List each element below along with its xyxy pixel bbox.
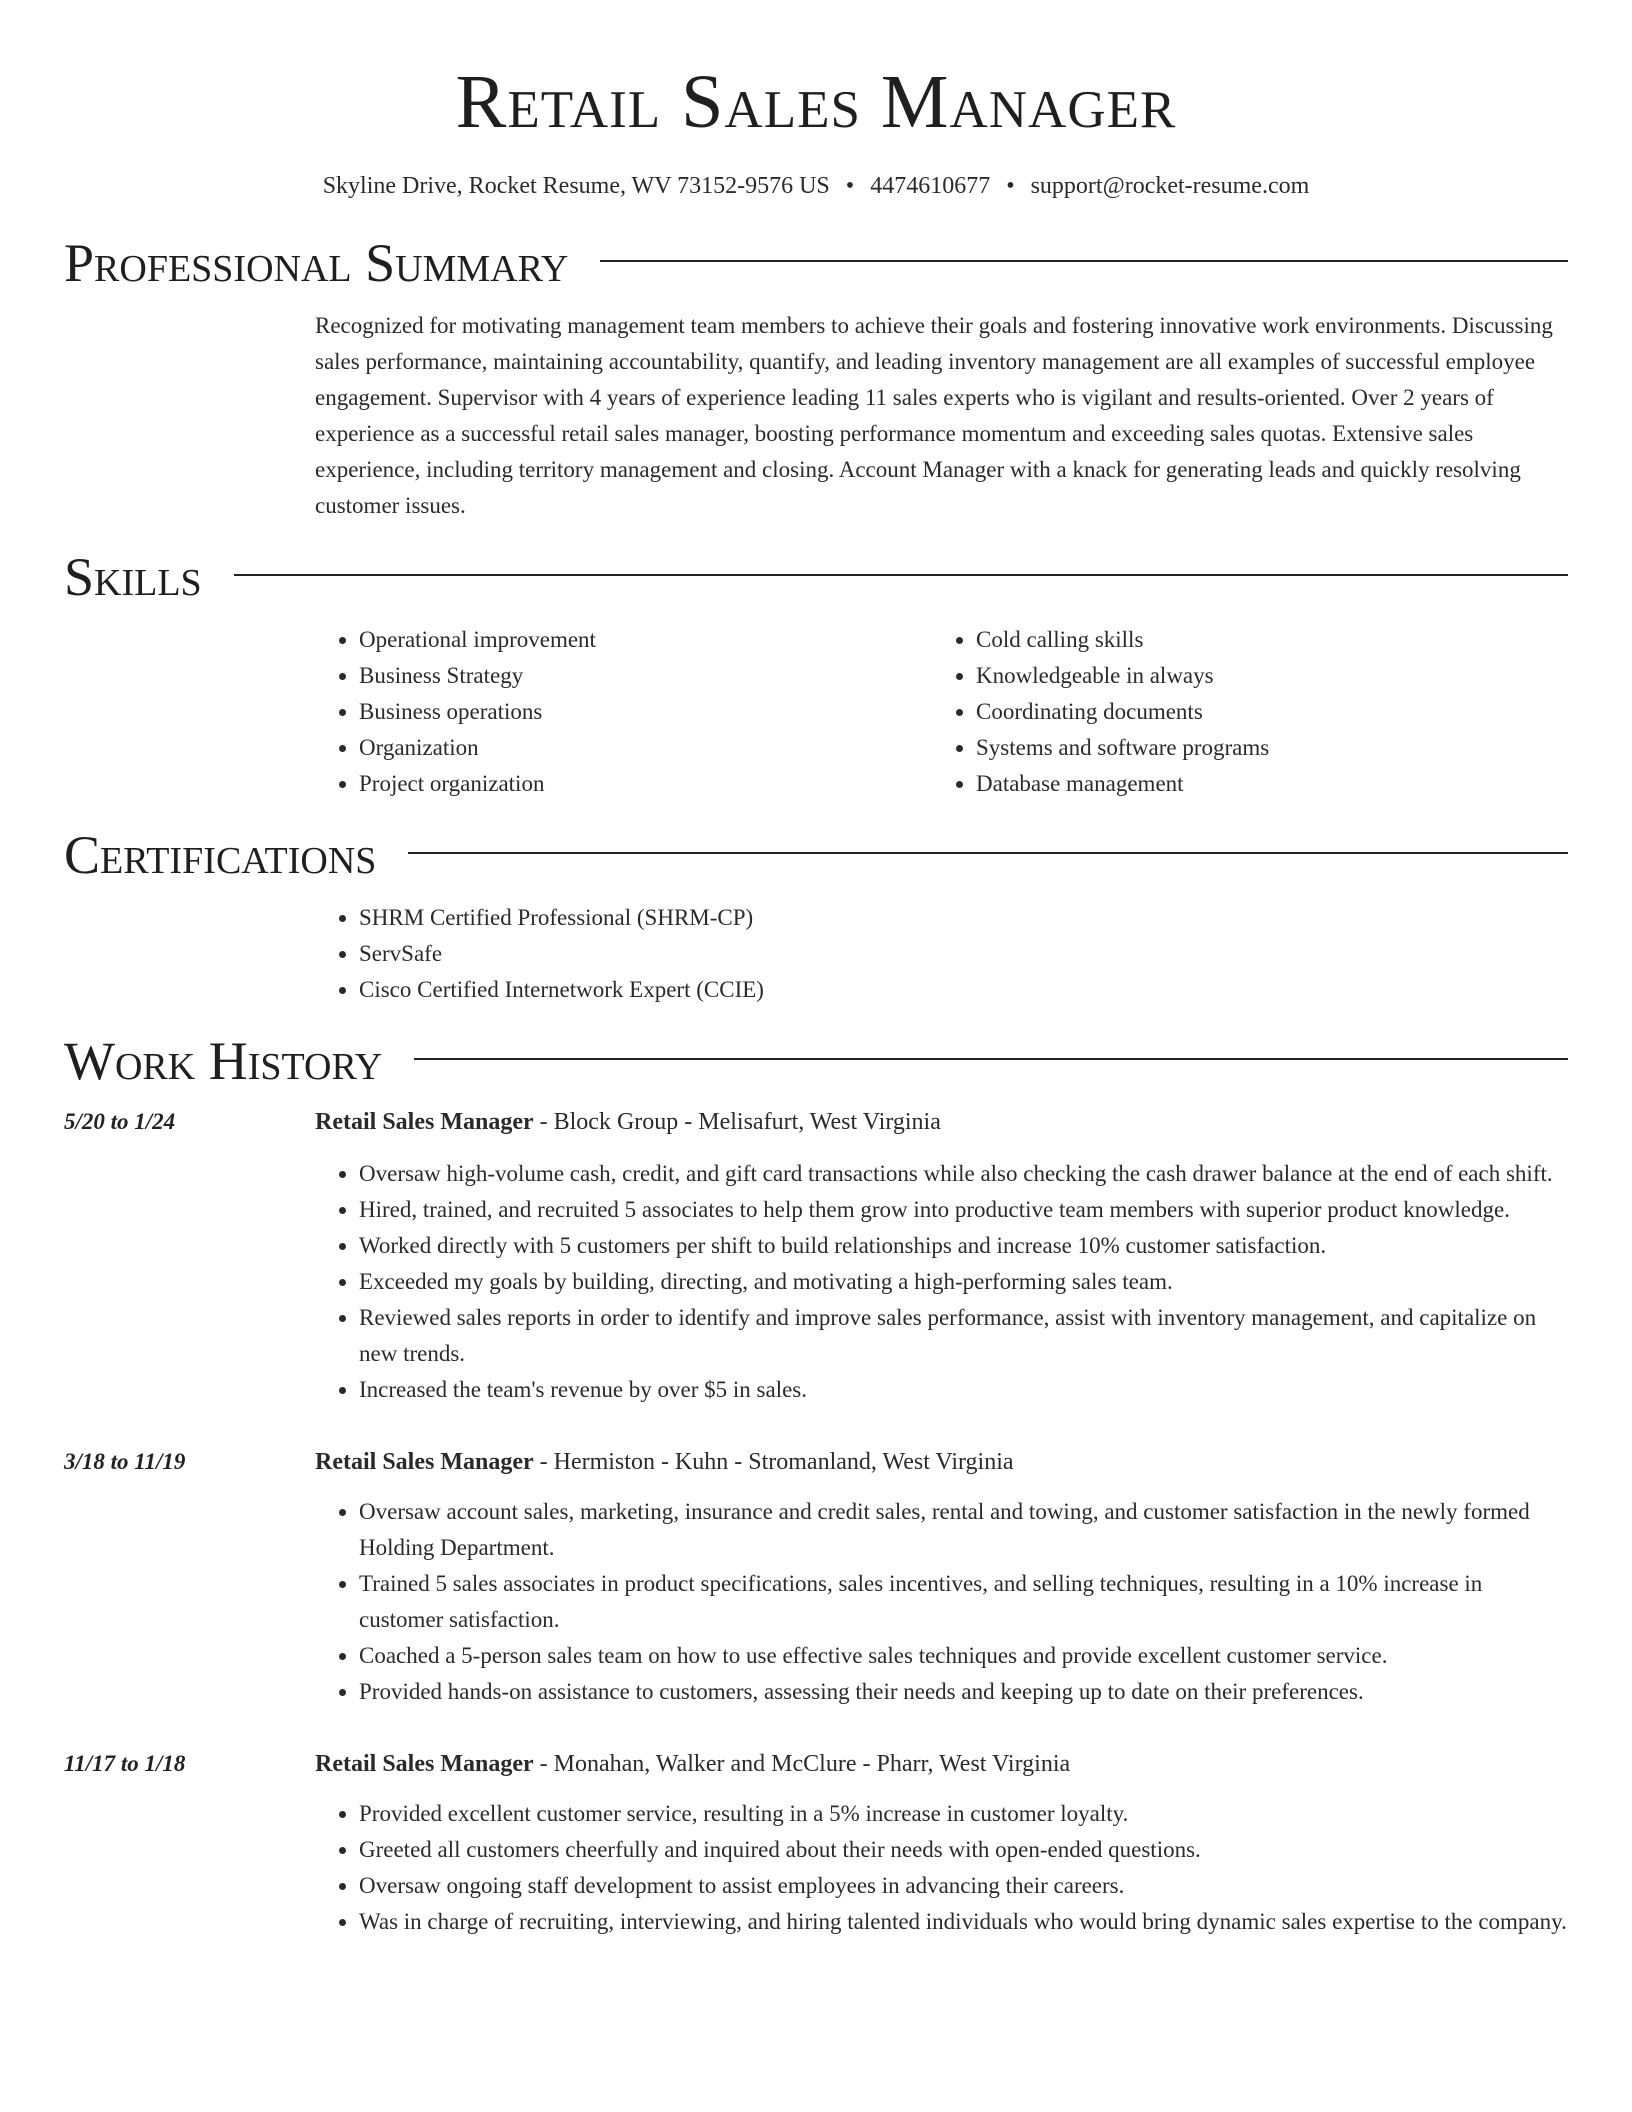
skills-column-left: [315, 622, 932, 802]
job-bullet: • Coached a 5-person sales team on how to use effective sales techniques and provide excellent customer service.: [359, 1638, 1568, 1674]
summary-section-header: [64, 232, 1568, 294]
skill-item: • Project organization: [359, 766, 932, 802]
skill-item: • Business Strategy: [359, 658, 932, 694]
certification-item: • ServSafe: [359, 936, 1568, 972]
job-title-line: [315, 1746, 1070, 1782]
skill-item: • Cold calling skills: [976, 622, 1549, 658]
job-header: [64, 1746, 1568, 1782]
certifications-section-header: [64, 824, 1568, 886]
skill-item: • Organization: [359, 730, 932, 766]
contact-line: [64, 170, 1568, 202]
job-role: Retail Sales Manager: [315, 1109, 534, 1135]
job-bullet: • Worked directly with 5 customers per shift to build relationships and increase 10% customer satisfaction.: [359, 1228, 1568, 1264]
job-bullet: • Trained 5 sales associates in product specifications, sales incentives, and selling techniques, resulting in a 10% increase in customer satisfaction.: [359, 1566, 1568, 1638]
job-entry: [64, 1444, 1568, 1710]
job-bullet: • Oversaw high-volume cash, credit, and gift card transactions while also checking the cash drawer balance at the end of each shift.: [359, 1156, 1568, 1192]
skill-item: • Coordinating documents: [976, 694, 1549, 730]
job-title-line: [315, 1444, 1014, 1480]
contact-phone: 4474610677: [870, 173, 991, 199]
job-bullet: • Provided hands-on assistance to customers, assessing their needs and keeping up to date on their preferences.: [359, 1674, 1568, 1710]
job-role: Retail Sales Manager: [315, 1751, 534, 1777]
job-bullets: [315, 1796, 1568, 1940]
job-bullet: • Was in charge of recruiting, interviewing, and hiring talented individuals who would bring dynamic sales expertise to the company.: [359, 1904, 1568, 1940]
section-divider: [234, 574, 1568, 576]
summary-section-title: Professional Summary: [64, 233, 569, 293]
job-entry: [64, 1104, 1568, 1408]
skill-item: • Business operations: [359, 694, 932, 730]
job-bullet: • Oversaw ongoing staff development to assist employees in advancing their careers.: [359, 1868, 1568, 1904]
section-divider: [408, 852, 1568, 854]
job-bullet: • Increased the team's revenue by over $5 in sales.: [359, 1372, 1568, 1408]
skills-list: [315, 622, 1568, 802]
contact-separator: •: [1006, 173, 1015, 199]
skills-section-header: [64, 546, 1568, 608]
job-bullets: [315, 1494, 1568, 1710]
job-role: Retail Sales Manager: [315, 1449, 534, 1475]
skill-item: • Operational improvement: [359, 622, 932, 658]
skill-item: • Database management: [976, 766, 1549, 802]
job-bullet: • Reviewed sales reports in order to identify and improve sales performance, assist with inventory management, and capitalize on new trends.: [359, 1300, 1568, 1372]
contact-separator: •: [845, 173, 855, 199]
certifications-section-title: Certifications: [64, 825, 377, 885]
job-bullets: [315, 1156, 1568, 1408]
summary-text: Recognized for motivating management team members to achieve their goals and fostering innovative work environments. Discussing sales performance, maintaining accountability, quantify, and leading inventory management are all examples of successful employee engagement. Supervisor with 4 years of experience leading 11 sales experts who is vigilant and results-oriented. Over 2 years of experience as a successful retail sales manager, boosting performance momentum and exceeding sales quotas. Extensive sales experience, including territory management and closing. Account Manager with a knack for generating leads and quickly resolving customer issues.: [315, 313, 1553, 518]
section-divider: [600, 260, 1568, 262]
contact-email[interactable]: support@rocket-resume.com: [1030, 173, 1310, 199]
certification-item: • Cisco Certified Internetwork Expert (CCIE): [359, 972, 1568, 1008]
job-bullet: • Oversaw account sales, marketing, insurance and credit sales, rental and towing, and customer satisfaction in the newly formed Holding Department.: [359, 1494, 1568, 1566]
job-bullet: • Hired, trained, and recruited 5 associates to help them grow into productive team members with superior product knowledge.: [359, 1192, 1568, 1228]
certification-item: • SHRM Certified Professional (SHRM-CP): [359, 900, 1568, 936]
job-company-location: - Hermiston - Kuhn - Stromanland, West Virginia: [533, 1449, 1014, 1475]
job-title-line: [315, 1104, 941, 1140]
job-company-location: - Block Group - Melisafurt, West Virginia: [533, 1109, 941, 1135]
skills-column-right: [932, 622, 1549, 802]
job-dates: 5/20 to 1/24: [64, 1109, 176, 1134]
job-dates: 3/18 to 11/19: [64, 1449, 186, 1474]
certifications-list: [315, 900, 1568, 1008]
summary-section: [315, 308, 1568, 524]
job-bullet: • Greeted all customers cheerfully and inquired about their needs with open-ended questions.: [359, 1832, 1568, 1868]
contact-address: Skyline Drive, Rocket Resume, WV 73152-9576 US: [322, 173, 830, 199]
skill-item: • Systems and software programs: [976, 730, 1549, 766]
job-dates: 11/17 to 1/18: [64, 1751, 186, 1776]
work-history-section-title: Work History: [64, 1031, 383, 1091]
work-history-section-header: [64, 1030, 1568, 1092]
skill-item: • Knowledgeable in always: [976, 658, 1549, 694]
job-company-location: - Monahan, Walker and McClure - Pharr, West Virginia: [533, 1751, 1071, 1777]
section-divider: [414, 1058, 1568, 1060]
candidate-name: Retail Sales Manager: [455, 60, 1177, 144]
skills-section-title: Skills: [64, 547, 202, 607]
job-entry: [64, 1746, 1568, 1940]
job-bullet: • Provided excellent customer service, resulting in a 5% increase in customer loyalty.: [359, 1796, 1568, 1832]
job-header: [64, 1444, 1568, 1480]
job-header: [64, 1104, 1568, 1140]
job-bullet: • Exceeded my goals by building, directing, and motivating a high-performing sales team.: [359, 1264, 1568, 1300]
